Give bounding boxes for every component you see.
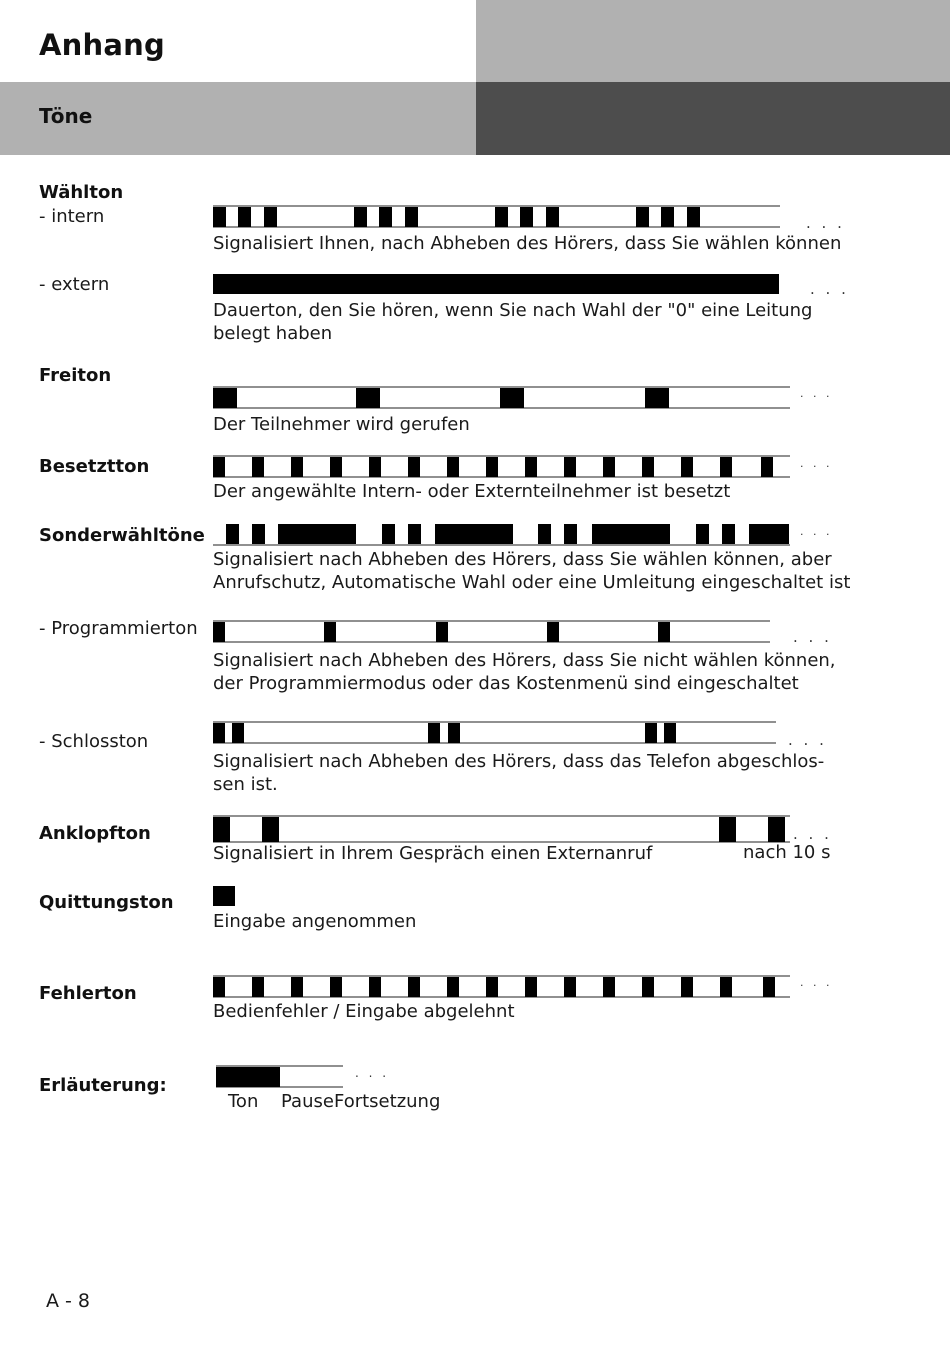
label-programmierton: - Programmierton bbox=[39, 618, 198, 639]
label-fehlerton: Fehlerton bbox=[39, 983, 137, 1004]
waveform-fehlerton bbox=[213, 976, 790, 997]
continuation-dots: . . . bbox=[355, 1066, 390, 1080]
label-intern: - intern bbox=[39, 206, 105, 227]
label-freiton: Freiton bbox=[39, 365, 112, 386]
desc-schlosston-line2: sen ist. bbox=[213, 774, 278, 795]
waveform-anklopfton bbox=[213, 816, 790, 842]
continuation-dots: . . . bbox=[793, 825, 832, 843]
legend-waveform bbox=[216, 1066, 343, 1087]
legend-fortsetzung-label: Fortsetzung bbox=[334, 1091, 441, 1112]
label-sonderwaehltoene: Sonderwähltöne bbox=[39, 525, 205, 546]
label-waehlton: Wählton bbox=[39, 182, 124, 203]
waveform-intern bbox=[213, 206, 780, 227]
desc-anklopfton-delay: nach 10 s bbox=[743, 842, 831, 863]
waveform-sonderwaehltoene bbox=[213, 524, 790, 545]
desc-programmierton-line1: Signalisiert nach Abheben des Hörers, dass Sie nicht wählen können, bbox=[213, 650, 836, 671]
desc-extern-line2: belegt haben bbox=[213, 323, 333, 344]
label-erlaeuterung: Erläuterung: bbox=[39, 1075, 167, 1096]
label-schlosston: - Schlosston bbox=[39, 731, 149, 752]
legend-pause-label: Pause bbox=[281, 1091, 334, 1112]
continuation-dots: . . . bbox=[788, 731, 827, 749]
desc-programmierton-line2: der Programmiermodus oder das Kostenmenü sind eingeschaltet bbox=[213, 673, 799, 694]
legend-ton-label: Ton bbox=[228, 1091, 259, 1112]
continuation-dots: . . . bbox=[800, 525, 833, 538]
waveform-schlosston bbox=[213, 722, 776, 743]
waveform-extern bbox=[213, 274, 779, 294]
continuation-dots: . . . bbox=[800, 976, 833, 989]
section-title: Töne bbox=[39, 104, 93, 128]
continuation-dots: . . . bbox=[800, 387, 833, 400]
page-title: Anhang bbox=[39, 28, 165, 62]
page-number: A - 8 bbox=[46, 1290, 91, 1312]
continuation-dots: . . . bbox=[810, 280, 849, 298]
label-extern: - extern bbox=[39, 274, 110, 295]
desc-sonderwaehltoene-line2: Anrufschutz, Automatische Wahl oder eine Umleitung eingeschaltet ist bbox=[213, 572, 851, 593]
continuation-dots: . . . bbox=[800, 457, 833, 470]
waveform-programmierton bbox=[213, 621, 770, 642]
desc-quittungston: Eingabe angenommen bbox=[213, 911, 417, 932]
waveform-freiton bbox=[213, 387, 790, 408]
desc-schlosston-line1: Signalisiert nach Abheben des Hörers, dass das Telefon abgeschlos- bbox=[213, 751, 825, 772]
desc-freiton: Der Teilnehmer wird gerufen bbox=[213, 414, 470, 435]
label-quittungston: Quittungston bbox=[39, 892, 174, 913]
waveform-quittungston bbox=[213, 886, 235, 906]
label-anklopfton: Anklopfton bbox=[39, 823, 151, 844]
label-besetztton: Besetztton bbox=[39, 456, 150, 477]
desc-besetztton: Der angewählte Intern- oder Externteilnehmer ist besetzt bbox=[213, 481, 731, 502]
desc-fehlerton: Bedienfehler / Eingabe abgelehnt bbox=[213, 1001, 515, 1022]
continuation-dots: . . . bbox=[793, 628, 832, 646]
waveform-besetztton bbox=[213, 456, 790, 477]
desc-anklopfton: Signalisiert in Ihrem Gespräch einen Externanruf bbox=[213, 843, 653, 864]
desc-sonderwaehltoene-line1: Signalisiert nach Abheben des Hörers, dass Sie wählen können, aber bbox=[213, 549, 832, 570]
desc-extern-line1: Dauerton, den Sie hören, wenn Sie nach Wahl der "0" eine Leitung bbox=[213, 300, 813, 321]
desc-intern: Signalisiert Ihnen, nach Abheben des Hörers, dass Sie wählen können bbox=[213, 233, 842, 254]
continuation-dots: . . . bbox=[806, 214, 845, 232]
